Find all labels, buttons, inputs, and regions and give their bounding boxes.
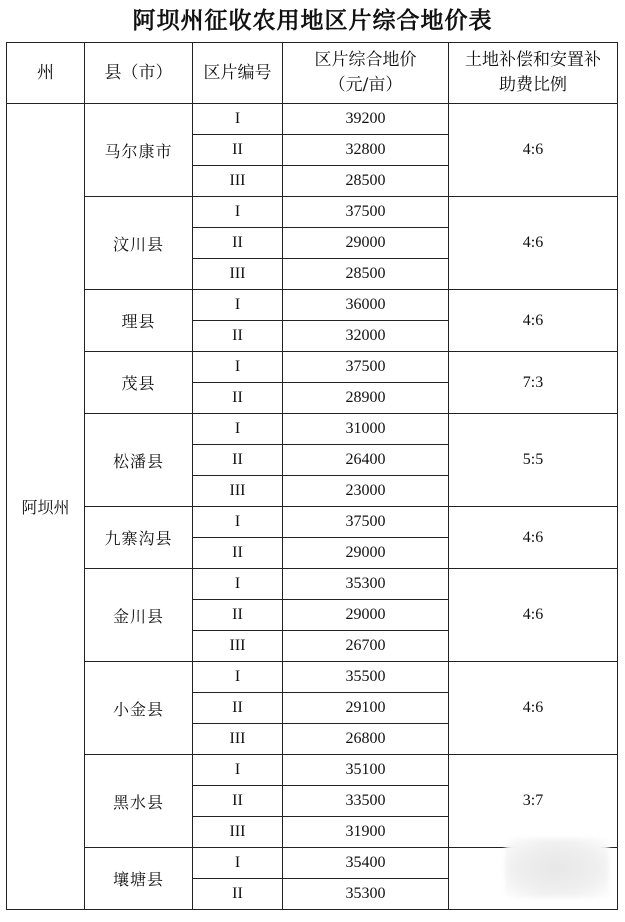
price-cell: 35500	[283, 662, 449, 693]
zone-cell: I	[193, 755, 283, 786]
county-cell: 茂县	[85, 352, 193, 414]
county-cell: 理县	[85, 290, 193, 352]
zone-cell: II	[193, 693, 283, 724]
table-row	[7, 290, 618, 321]
price-cell: 31900	[283, 817, 449, 848]
header-ratio: 土地补偿和安置补助费比例	[449, 43, 618, 104]
price-cell: 29000	[283, 600, 449, 631]
price-cell: 29100	[283, 693, 449, 724]
county-cell: 九寨沟县	[85, 507, 193, 569]
price-cell: 23000	[283, 476, 449, 507]
zone-cell: III	[193, 259, 283, 290]
table-row	[7, 197, 618, 228]
ratio-cell: 3:7	[449, 755, 618, 848]
ratio-cell: 4:6	[449, 662, 618, 755]
zone-cell: I	[193, 662, 283, 693]
zone-cell: III	[193, 724, 283, 755]
zone-cell: III	[193, 631, 283, 662]
zone-cell: I	[193, 569, 283, 600]
price-cell: 37500	[283, 197, 449, 228]
page-title: 阿坝州征收农用地区片综合地价表	[132, 7, 493, 34]
zone-cell: II	[193, 135, 283, 166]
county-cell: 壤塘县	[85, 848, 193, 910]
zone-cell: I	[193, 104, 283, 135]
county-cell: 小金县	[85, 662, 193, 755]
price-cell: 35300	[283, 879, 449, 910]
zone-cell: III	[193, 476, 283, 507]
zone-cell: I	[193, 197, 283, 228]
blurred-watermark	[505, 838, 609, 898]
zone-cell: I	[193, 290, 283, 321]
price-cell: 26800	[283, 724, 449, 755]
price-cell: 37500	[283, 507, 449, 538]
price-cell: 37500	[283, 352, 449, 383]
zone-cell: I	[193, 507, 283, 538]
land-price-table	[6, 42, 618, 910]
zone-cell: I	[193, 414, 283, 445]
table-row	[7, 414, 618, 445]
price-cell: 29000	[283, 538, 449, 569]
ratio-cell: 4:6	[449, 197, 618, 290]
table-row	[7, 507, 618, 538]
ratio-cell: 4:6	[449, 507, 618, 569]
header-zone: 区片编号	[193, 43, 283, 104]
zone-cell: II	[193, 538, 283, 569]
price-cell: 28500	[283, 259, 449, 290]
county-cell: 汶川县	[85, 197, 193, 290]
zone-cell: II	[193, 228, 283, 259]
header-prefecture: 州	[7, 43, 85, 104]
price-cell: 26400	[283, 445, 449, 476]
ratio-cell: 4:6	[449, 104, 618, 197]
zone-cell: II	[193, 383, 283, 414]
ratio-cell: 5:5	[449, 414, 618, 507]
price-cell: 35300	[283, 569, 449, 600]
zone-cell: III	[193, 817, 283, 848]
ratio-cell: 4:6	[449, 569, 618, 662]
price-cell: 28900	[283, 383, 449, 414]
price-cell: 26700	[283, 631, 449, 662]
header-county: 县（市）	[85, 43, 193, 104]
header-price: 区片综合地价（元/亩）	[283, 43, 449, 104]
ratio-cell: 4:6	[449, 290, 618, 352]
price-cell: 28500	[283, 166, 449, 197]
zone-cell: I	[193, 848, 283, 879]
county-cell: 黑水县	[85, 755, 193, 848]
table-body	[7, 104, 618, 910]
table-row	[7, 755, 618, 786]
table-header-row	[7, 43, 618, 104]
zone-cell: II	[193, 445, 283, 476]
price-cell: 36000	[283, 290, 449, 321]
zone-cell: II	[193, 786, 283, 817]
zone-cell: II	[193, 879, 283, 910]
county-cell: 马尔康市	[85, 104, 193, 197]
county-cell: 金川县	[85, 569, 193, 662]
price-cell: 32800	[283, 135, 449, 166]
price-cell: 35400	[283, 848, 449, 879]
price-cell: 32000	[283, 321, 449, 352]
zone-cell: II	[193, 321, 283, 352]
price-cell: 29000	[283, 228, 449, 259]
prefecture-cell: 阿坝州	[7, 104, 85, 910]
price-cell: 31000	[283, 414, 449, 445]
price-cell: 35100	[283, 755, 449, 786]
table-row	[7, 104, 618, 135]
ratio-cell: 7:3	[449, 352, 618, 414]
zone-cell: II	[193, 600, 283, 631]
table-row	[7, 662, 618, 693]
table-row	[7, 352, 618, 383]
zone-cell: I	[193, 352, 283, 383]
zone-cell: III	[193, 166, 283, 197]
county-cell: 松潘县	[85, 414, 193, 507]
table-row	[7, 569, 618, 600]
price-cell: 33500	[283, 786, 449, 817]
price-cell: 39200	[283, 104, 449, 135]
